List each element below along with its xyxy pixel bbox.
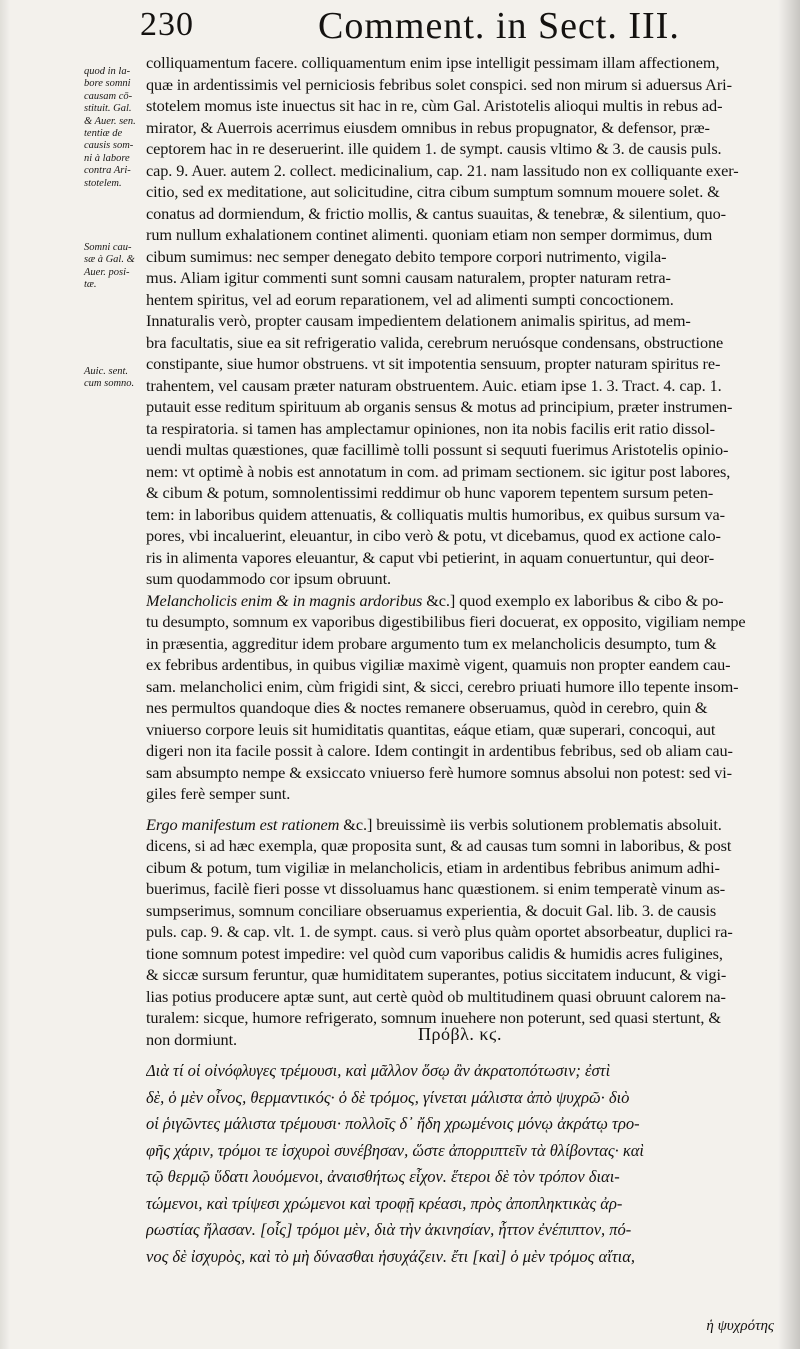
text-line: conatus ad dormiendum, & frictio mollis, & cantus suauitas, & tenebræ, & silentium, quo- bbox=[146, 203, 726, 223]
text-line: hentem spiritus, vel ad eorum reparationem, vel ad alimenti sumpti concoctionem. bbox=[146, 289, 674, 309]
greek-text bbox=[146, 1058, 796, 1270]
text-line: mus. Aliam igitur commenti sunt somni causam naturalem, propter naturam retra- bbox=[146, 268, 671, 287]
text-line: sum quodammodo cor ipsum obruunt. bbox=[146, 569, 391, 588]
text-line: citio, sed ex meditatione, aut solicitudine, citra cibum sumptum somnum mouere solet. & bbox=[146, 182, 720, 201]
greek-line: τῷ θερμῷ ὕδατι λουόμενοι, ἀναισθήτως εἶχον. ἕτεροι δὲ τὸν τρόπον διαι- bbox=[146, 1167, 620, 1186]
problem-heading: Πρόβλ. κϛ. bbox=[418, 1024, 502, 1044]
greek-line: τώμενοι, καὶ τρίψεσι χρώμενοι καὶ τροφῇ κρέασι, πρὸς ἀποπληκτικὰς ἀρ- bbox=[146, 1193, 623, 1213]
text-line: bra facultatis, siue ea sit refrigeratio valida, cerebrum neruósque condensans, obstructione bbox=[146, 332, 724, 352]
catchword: ἡ ψυχρότης bbox=[706, 1318, 774, 1334]
main-text bbox=[146, 52, 796, 1050]
text-line: puls. cap. 9. & cap. vlt. 1. de sympt. caus. si verò plus quàm oportet absorbeatur, duplici ra- bbox=[146, 922, 733, 941]
text-line: rum nullum exhalationem continet alimenti. quoniam etiam non semper dormimus, dum bbox=[146, 225, 713, 244]
greek-line: Διὰ τί οἱ οἰνόφλυγες τρέμουσι, καὶ μᾶλλον ὅσῳ ἂν ἀκρατοπότωσιν; ἐστὶ bbox=[146, 1061, 611, 1080]
text-line: vniuerso corpore leuis sit humiditatis quantitas, eáque etiam, quæ superari, concoqui, aut bbox=[146, 719, 716, 739]
text-line: sam. melancholici enim, cùm frigidi sint, & sicci, cerebro priuati humore illo tepente insom- bbox=[146, 676, 739, 696]
text-line: sam absumpto nempe & exsiccato vniuerso ferè humore somnus absolui non potest: sed vi- bbox=[146, 762, 733, 782]
page-number: 230 bbox=[140, 6, 194, 43]
text-line: nes permultos quandoque dies & noctes remanere obseruamus, quòd in cerebro, quin & bbox=[146, 698, 708, 717]
paragraph-commentary-3 bbox=[146, 814, 796, 1051]
text-line bbox=[146, 590, 796, 612]
greek-line: οἱ ῥιγῶντες μάλιστα τρέμουσι· πολλοῖς δ᾽ ἤδη χρωμένοις μόνῳ ἀκράτῳ τρο- bbox=[146, 1114, 640, 1133]
text-line: in præsentia, aggreditur idem probare argumento tum ex melancholicis desumpto, tum & bbox=[146, 633, 717, 653]
text-line: putauit esse reditum spirituum ab organis sensus & motus ad principium, præter instrumen- bbox=[146, 397, 733, 416]
greek-line: φῆς χάριν, τρόμοι τε ἰσχυροὶ συνέβησαν, ὥστε ἀπορριπτεῖν τὰ θλίβοντας· καὶ bbox=[146, 1140, 644, 1160]
text-line: ex febribus ardentibus, in quibus vigiliæ maximè vigent, quamuis non propter eandem cau- bbox=[146, 655, 731, 674]
text-line: cibum & potum, tum vigiliæ in melancholicis, etiam in ardentibus febribus animum adhi- bbox=[146, 857, 720, 877]
text-line: digeri non ita facile possit à calore. Idem contingit in ardentibus febribus, sed ob aliam cau- bbox=[146, 741, 733, 760]
margin-note: quod in la- bore somni causam cō- stituit. Gal. & Auer. sen. tentiæ de causis som- ni à labore contra Ari- stotelem. bbox=[84, 66, 136, 189]
text-line: ta respiratoria. si tamen has amplectamur opiniones, non ita nobis facilis erit ratio dissol- bbox=[146, 418, 715, 438]
text-line: & cibum & potum, somnolentissimi reddimur ob hunc vaporem tepentem sursum peten- bbox=[146, 483, 714, 502]
greek-line: δὲ, ὁ μὲν οἶνος, θερμαντικός· ὁ δὲ τρόμος, γίνεται μάλιστα ἀπὸ ψυχρῶ· διὸ bbox=[146, 1087, 630, 1107]
text-line: buerimus, facilè fieri posse vt dissoluamus hanc quæstionem. si enim temperatè vinum as- bbox=[146, 879, 726, 898]
text-line bbox=[146, 814, 796, 836]
text-line: constipante, siue humor obstruens. vt sit impotentia sensuum, propter naturam spiritus re- bbox=[146, 354, 721, 373]
lemma: Ergo manifestum est rationem bbox=[146, 814, 340, 834]
text-line: sumpserimus, somnum conciliare obseruamus experientia, & docuit Gal. lib. 3. de causis bbox=[146, 900, 717, 920]
spacer bbox=[146, 805, 796, 814]
text-fragment: &c.] breuissimè iis verbis solutionem problematis absoluit. bbox=[339, 814, 722, 834]
text-line: ris in alimenta vapores eleuantur, & caput vbi petierint, in aquam conuertuntur, qui deor- bbox=[146, 547, 715, 567]
text-line: uendi multas quæstiones, quæ facillimè tolli possunt si sequuti fuerimus Aristotelis opinio- bbox=[146, 440, 729, 459]
lemma: Melancholicis enim & in magnis ardoribus bbox=[146, 590, 423, 610]
page-edge-shadow bbox=[0, 0, 10, 1349]
text-line: colliquamentum facere. colliquamentum enim ipse intelligit pessimam illam affectionem, bbox=[146, 53, 720, 72]
text-line: mirator, & Auerrois acerrimus eiusdem omnibus in rebus propugnator, & defensor, præ- bbox=[146, 117, 710, 137]
text-line: quæ in ardentissimis vel perniciosis febribus solet conspici. sed non mirum si aduersus Ari- bbox=[146, 74, 732, 94]
text-line: ceptorem hac in re deseruerint. ille quidem 1. de sympt. causis vltimo & 3. de causis puls. bbox=[146, 139, 722, 158]
text-line: tione somnum potest impedire: vel quòd cum vaporibus calidis & humidis acres fuligines, bbox=[146, 943, 723, 963]
greek-line: ρωστίας ἤλασαν. [οἷς] τρόμοι μὲν, διὰ τὴν ἀκινησίαν, ἧττον ἐνέπιπτον, πό- bbox=[146, 1220, 632, 1239]
text-line: nem: vt optimè à nobis est annotatum in com. ad primam sectionem. sic igitur post labores, bbox=[146, 461, 731, 481]
margin-note: Somni cau- sæ à Gal. & Auer. posi- tæ. bbox=[84, 242, 135, 291]
text-line: stotelem momus iste inuectus sit hac in re, cùm Gal. Aristotelis alioqui multis in rebus ad- bbox=[146, 96, 723, 115]
text-line: giles ferè semper sunt. bbox=[146, 784, 291, 803]
text-line: cibum sumimus: nec semper denegato debito tempore corpori nutrimento, vigila- bbox=[146, 246, 667, 266]
text-line: pores, vbi incaluerint, eleuantur, in cibo verò & potu, vt dicebamus, quod ex actione calo- bbox=[146, 526, 721, 545]
page-header bbox=[140, 2, 780, 48]
text-line: tem: in laboribus quidem attenuatis, & colliquatis multis humoribus, ex quibus sursum va- bbox=[146, 504, 725, 524]
margin-note: Auic. sent. cum somno. bbox=[84, 366, 135, 390]
text-line: turalem: sicque, humore refrigerato, somnum inuehere non poterunt, sed quasi stertunt, & bbox=[146, 1008, 721, 1027]
text-line: non dormiunt. bbox=[146, 1029, 237, 1049]
text-fragment: &c.] quod exemplo ex laboribus & cibo & po- bbox=[422, 590, 724, 610]
text-line: tu desumpto, somnum ex vaporibus digestibilibus fieri docuerat, ex opposito, vigiliam nempe bbox=[146, 612, 746, 631]
paragraph-commentary-1 bbox=[146, 52, 796, 590]
text-line: Innaturalis verò, propter causam impedientem delationem animalis spiritus, ad mem- bbox=[146, 311, 691, 330]
text-line: & siccæ sursum feruntur, quæ humiditatem superantes, potius siccitatem inducunt, & vigi- bbox=[146, 965, 727, 984]
text-line: dicens, si ad hæc exempla, quæ proposita sunt, & ad causas tum somni in laboribus, & post bbox=[146, 836, 732, 855]
text-line: trahentem, vel causam præter naturam obstruentem. Auic. etiam ipse 1. 3. Tract. 4. cap. 1. bbox=[146, 375, 722, 395]
running-title: Comment. in Sect. III. bbox=[318, 5, 680, 47]
paragraph-commentary-2 bbox=[146, 590, 796, 805]
text-line: lias potius producere aptæ sunt, aut certè quòd ob multitudinem quasi obruunt calorem na- bbox=[146, 986, 726, 1006]
text-line: cap. 9. Auer. autem 2. collect. medicinalium, cap. 21. nam lassitudo non ex colliquante exer- bbox=[146, 160, 739, 180]
greek-line: νος δὲ ἰσχυρὸς, καὶ τὸ μὴ δύνασθαι ἡσυχάζειν. ἔτι [καὶ] ὁ μὲν τρόμος αἴτια, bbox=[146, 1246, 635, 1266]
